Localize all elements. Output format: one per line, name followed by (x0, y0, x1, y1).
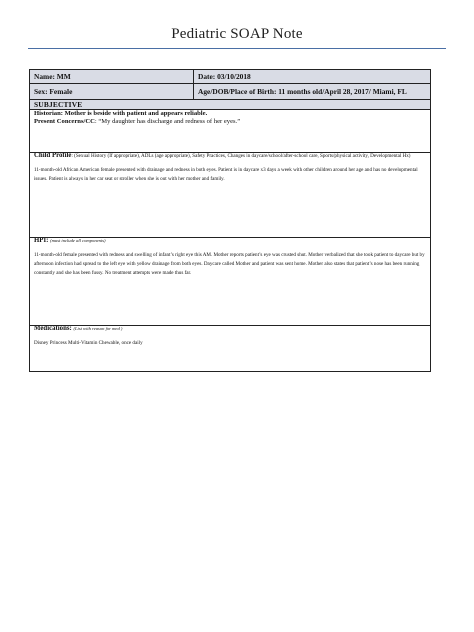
medications-header: Medications: (List with reason for med ) (34, 325, 123, 332)
date-cell: Date: 03/10/2018 (194, 70, 431, 84)
medications-text: Disney Princess Multi-Vitamin Chewable, once daily (34, 339, 143, 346)
child-profile-text: 11-month-old African American female presented with drainage and redness in both eyes. Patient is in daycare x3 days a week with other children around her age and has no developmental issues. Patient is always in her car seat or stroller when she is out with her mother and family. (34, 166, 418, 182)
medications-cell (30, 326, 431, 372)
age-dob-cell: Age/DOB/Place of Birth: 11 months old/April 28, 2017/ Miami, FL (194, 84, 431, 100)
subjective-heading: SUBJECTIVE (30, 100, 431, 110)
child-profile-cell (30, 153, 431, 238)
chief-complaint (34, 118, 426, 126)
cc-text: : “My daughter has discharge and redness of her eyes.” (94, 118, 241, 125)
hpi-cell (30, 238, 431, 326)
sex-cell: Sex: Female (30, 84, 194, 100)
patient-name-cell: Name: MM (30, 70, 194, 84)
header-row-sex (30, 84, 431, 100)
cc-label: Present Concerns/CC (34, 118, 95, 125)
child-profile-label: Child Profile (34, 152, 72, 159)
medications-label: Medications (34, 325, 70, 332)
medications-hint: (List with reason for med ) (73, 326, 123, 331)
hpi-label: HPI (34, 237, 47, 244)
soap-note-table (29, 69, 431, 372)
medications-row (30, 326, 431, 372)
title-divider (28, 48, 446, 49)
historian-text: Historian: Mother is beside with patient and appears reliable. (34, 110, 208, 117)
hpi-row (30, 238, 431, 326)
child-profile-header (34, 153, 426, 160)
hpi-header: HPI: (must include all components) (34, 237, 106, 244)
page-title: Pediatric SOAP Note (171, 26, 303, 42)
subjective-heading-row (30, 100, 431, 110)
child-profile-row (30, 153, 431, 238)
header-row-name (30, 70, 431, 84)
historian-cell (30, 110, 431, 153)
child-profile-hint: : (Sexual History (If appropriate), ADLs (age appropriate), Safety Practices, Changes in daycare/school/after-school care, Sports/physical activity, Developmental Hx) (71, 153, 411, 159)
hpi-text: 11-month-old female presented with redness and swelling of infant’s right eye this AM. Mother reports patient’s eye was crusted shut. Mother verbalized that she took patient to daycare but by afternoon infection had spread to the left eye with yellow drainage from both eyes. Daycare called Mother and patient was sent home. Mother also states that patient’s nose has been running constantly and she has been fussy. No treatment attempts were made thus far. (34, 251, 425, 276)
hpi-hint: (must include all components) (50, 238, 106, 243)
historian-row (30, 110, 431, 153)
